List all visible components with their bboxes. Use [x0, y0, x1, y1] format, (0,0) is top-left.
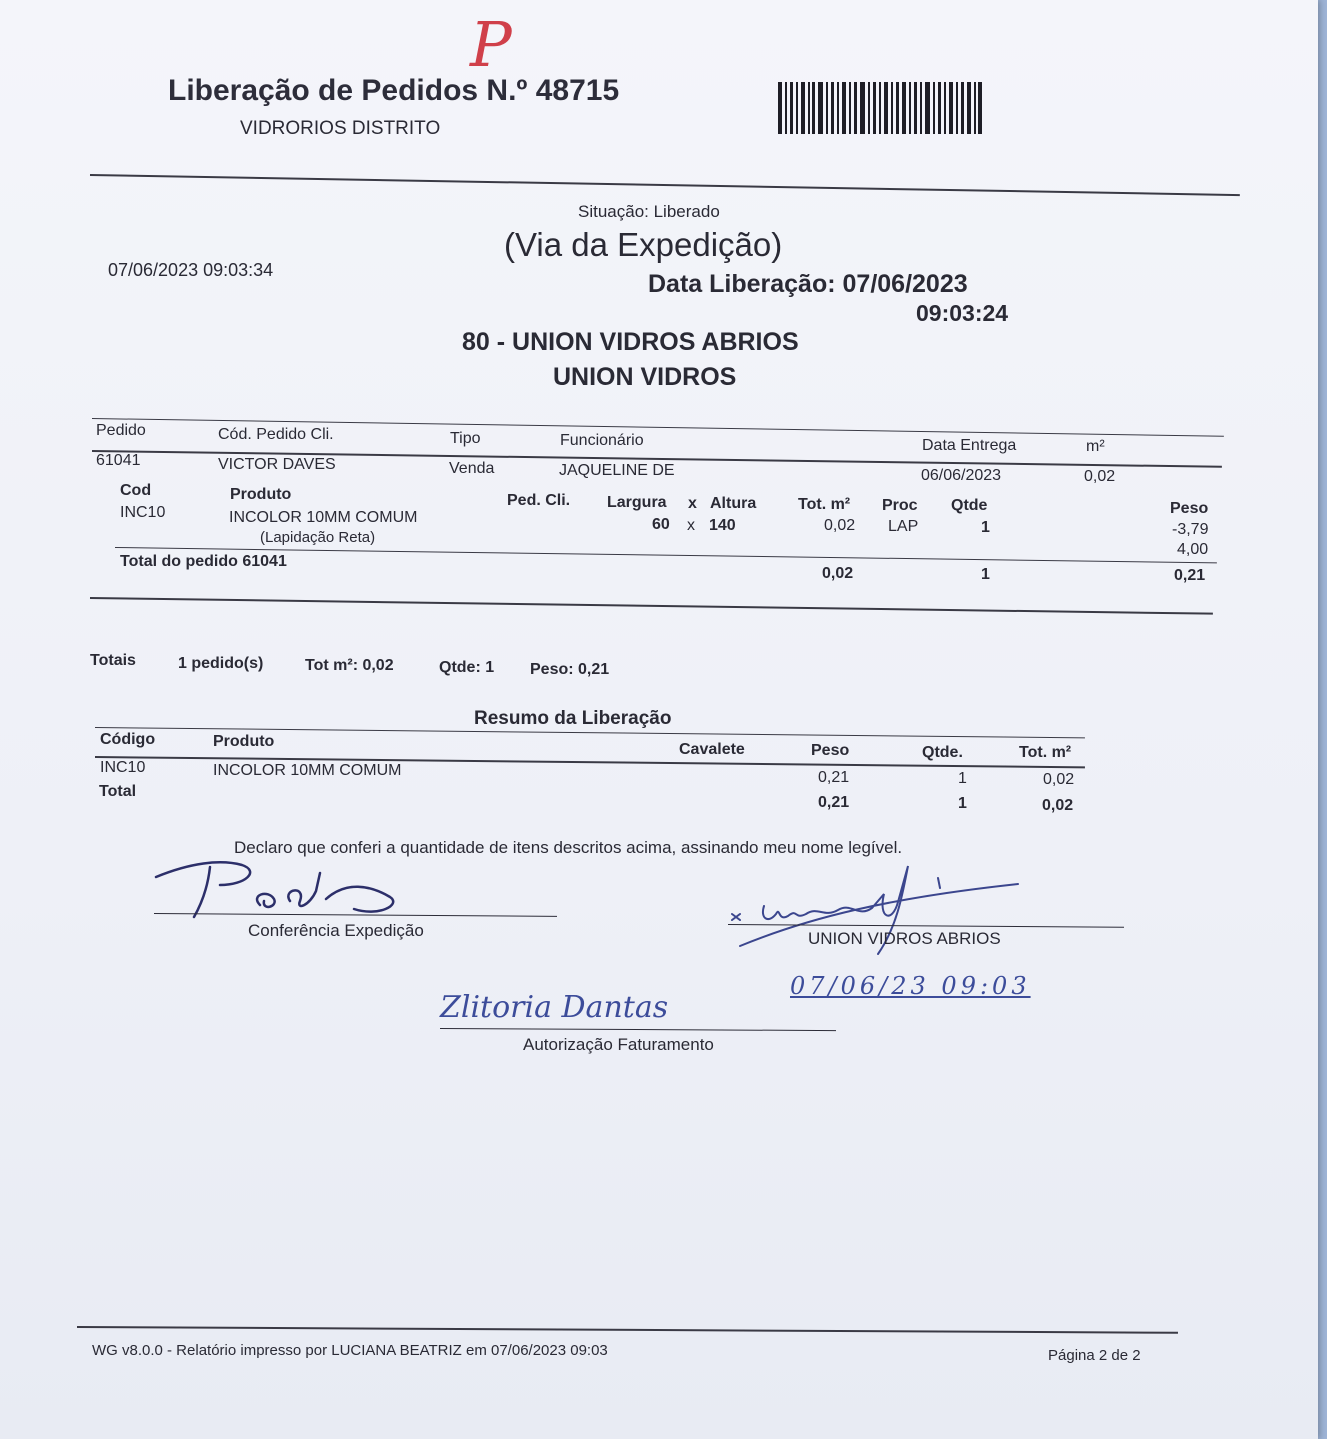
item-peso-1: -3,79: [1172, 521, 1209, 538]
item-cod: INC10: [120, 504, 166, 521]
via-label: (Via da Expedição): [504, 226, 783, 263]
item-col-ped-cli: Ped. Cli.: [507, 492, 571, 509]
summary-peso: 0,21: [818, 769, 850, 786]
order-cod-pedido-cli: VICTOR DAVES: [218, 456, 336, 473]
barcode: [778, 82, 982, 134]
footer-page: Página 2 de 2: [1048, 1347, 1141, 1364]
summary-col-qtde: Qtde.: [922, 744, 963, 761]
item-col-tot-m2: Tot. m²: [798, 496, 851, 513]
item-col-cod: Cod: [120, 482, 152, 499]
order-m2: 0,02: [1084, 468, 1116, 485]
order-data-entrega: 06/06/2023: [921, 467, 1002, 484]
summary-produto: INCOLOR 10MM COMUM: [213, 762, 402, 779]
client-label: UNION VIDROS ABRIOS: [808, 929, 1001, 948]
summary-codigo: INC10: [100, 759, 146, 776]
summary-col-tot-m2: Tot. m²: [1019, 744, 1072, 761]
company-name: VIDRORIOS DISTRITO: [240, 118, 441, 139]
summary-qtde: 1: [958, 770, 967, 787]
item-col-produto: Produto: [230, 486, 292, 503]
item-proc: LAP: [888, 518, 919, 535]
totals-qtde: Qtde: 1: [439, 659, 495, 676]
summary-total-qtde: 1: [958, 795, 967, 812]
col-tipo: Tipo: [450, 430, 481, 447]
col-data-entrega: Data Entrega: [922, 437, 1017, 454]
summary-total-label: Total: [99, 783, 137, 800]
col-cod-pedido-cli: Cód. Pedido Cli.: [218, 426, 334, 443]
data-liberacao-time: 09:03:24: [916, 300, 1009, 326]
item-col-proc: Proc: [882, 497, 918, 514]
summary-col-peso: Peso: [811, 742, 850, 759]
item-col-x: x: [688, 495, 697, 512]
col-funcionario: Funcionário: [560, 432, 644, 449]
totals-pedidos: 1 pedido(s): [178, 655, 264, 672]
item-produto-detail: (Lapidação Reta): [260, 529, 376, 546]
item-col-altura: Altura: [710, 495, 757, 512]
printed-at: 07/06/2023 09:03:34: [108, 260, 274, 280]
item-col-qtde: Qtde: [951, 497, 988, 514]
document-title: Liberação de Pedidos N.º 48715: [168, 74, 620, 107]
order-total-m2: 0,02: [822, 565, 854, 582]
item-produto: INCOLOR 10MM COMUM: [229, 509, 418, 526]
order-tipo: Venda: [449, 460, 495, 477]
totals-tot-m2: Tot m²: 0,02: [305, 657, 394, 674]
totals-label: Totais: [90, 652, 136, 669]
item-altura: 140: [709, 517, 736, 534]
order-total-label: Total do pedido 61041: [120, 553, 287, 570]
order-total-qtde: 1: [981, 566, 990, 583]
order-total-peso: 0,21: [1174, 567, 1206, 584]
item-tot-m2: 0,02: [824, 517, 856, 534]
autorizacao-line: [440, 1028, 836, 1031]
col-pedido: Pedido: [96, 422, 146, 439]
autorizacao-signature: Zlitoria Dantas: [440, 990, 669, 1025]
summary-total-tot-m2: 0,02: [1042, 797, 1074, 814]
item-x: x: [687, 517, 695, 534]
situacao: Situação: Liberado: [578, 202, 720, 221]
footer-printed-by: WG v8.0.0 - Relatório impresso por LUCIANA BEATRIZ em 07/06/2023 09:03: [92, 1342, 608, 1359]
client-line-1: 80 - UNION VIDROS ABRIOS: [462, 328, 799, 356]
data-liberacao: Data Liberação: 07/06/2023: [648, 270, 968, 298]
summary-title: Resumo da Liberação: [474, 708, 672, 729]
summary-col-cavalete: Cavalete: [679, 741, 745, 758]
summary-col-produto: Produto: [213, 733, 275, 750]
summary-total-peso: 0,21: [818, 794, 850, 811]
col-m2: m²: [1086, 438, 1105, 455]
summary-col-codigo: Código: [100, 731, 156, 748]
autorizacao-label: Autorização Faturamento: [523, 1035, 714, 1054]
item-peso-2: 4,00: [1177, 541, 1209, 558]
summary-tot-m2: 0,02: [1043, 771, 1075, 788]
client-line-2: UNION VIDROS: [553, 363, 737, 391]
conferencia-label: Conferência Expedição: [248, 921, 424, 940]
item-qtde: 1: [981, 519, 990, 536]
order-pedido: 61041: [96, 452, 141, 469]
handwritten-mark: P: [470, 8, 512, 81]
handwritten-datetime: 07/06/23 09:03: [790, 972, 1031, 1000]
table-bottom-rule: [90, 597, 1213, 615]
footer-rule: [77, 1326, 1178, 1334]
item-largura: 60: [652, 516, 670, 533]
totals-peso: Peso: 0,21: [530, 661, 610, 678]
header-divider: [90, 174, 1240, 196]
order-funcionario: JAQUELINE DE: [559, 462, 675, 479]
item-col-largura: Largura: [607, 494, 667, 511]
item-col-peso: Peso: [1170, 500, 1209, 517]
declaration: Declaro que conferi a quantidade de itens descritos acima, assinando meu nome legível.: [234, 838, 903, 857]
